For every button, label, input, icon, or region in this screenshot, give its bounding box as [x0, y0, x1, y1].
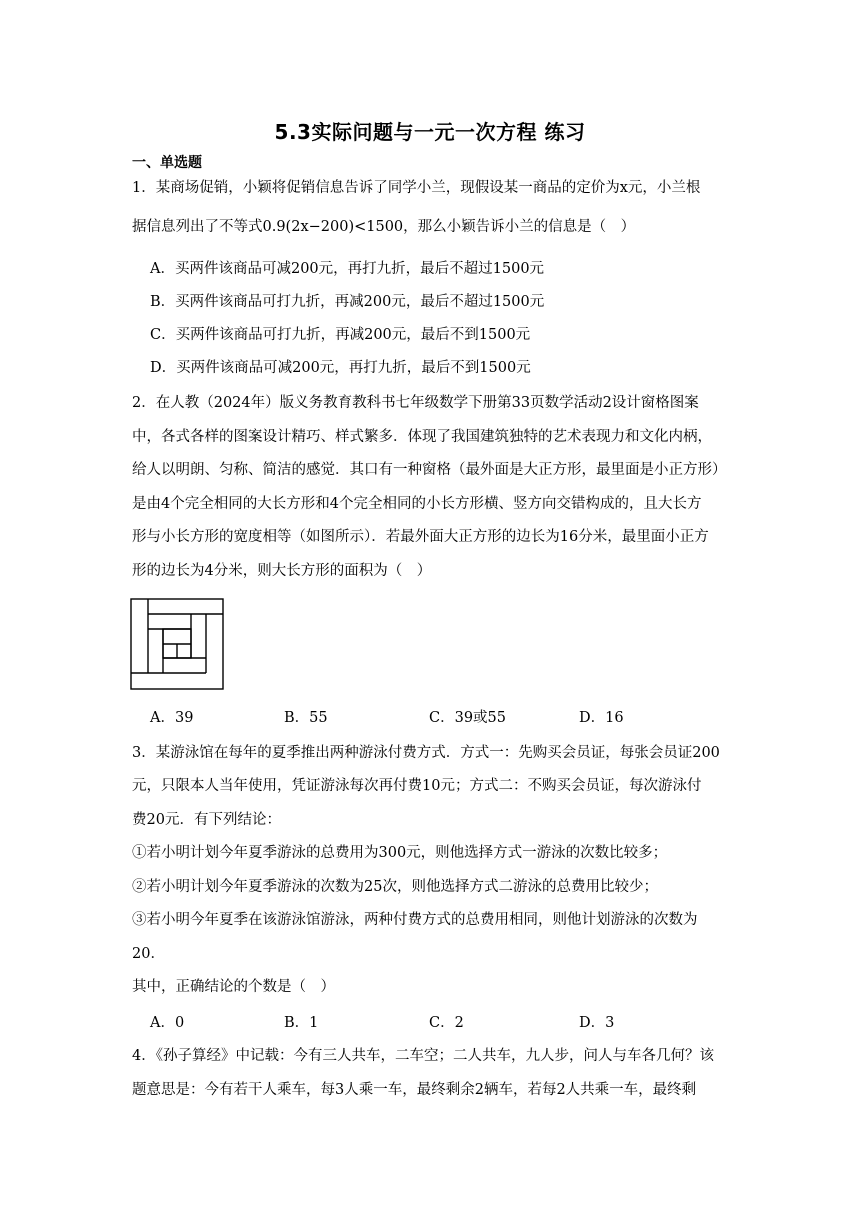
q4-line-1: 4．《孙子算经》中记载：今有三人共车，二车空；二人共车，九人步，问人与车各几何？该	[132, 1048, 714, 1064]
q3-line-8: 其中，正确结论的个数是（ ）	[132, 979, 335, 995]
q1-option-a: A．买两件该商品可减200元，再打九折，最后不超过1500元	[150, 261, 545, 277]
q2-option-d: D．16	[579, 710, 624, 726]
q2-line-3: 给人以明朗、匀称、简洁的感觉．其口有一种窗格（最外面是大正方形，最里面是小正方形）	[132, 462, 727, 478]
q4-line-2: 题意思是：今有若干人乘车，每3人乘一车，最终剩余2辆车，若每2人共乘一车，最终剩	[132, 1082, 697, 1098]
q2-line-1: 2．在人教（2024年）版义务教育教科书七年级数学下册第33页数学活动2设计窗格图案	[132, 395, 699, 411]
q2-line-2: 中，各式各样的图案设计精巧、样式繁多．体现了我国建筑独特的艺术表现力和文化内柄，	[132, 429, 712, 445]
q1-line-2: 据信息列出了不等式0.9(2x−200)<1500，那么小颖告诉小兰的信息是（ ）	[132, 219, 636, 235]
q3-option-c: C．2	[429, 1015, 464, 1031]
q3-option-a: A．0	[150, 1015, 185, 1031]
q1-line-1: 1．某商场促销，小颖将促销信息告诉了同学小兰，现假设某一商品的定价为x元，小兰根	[132, 180, 701, 196]
page-title: 5.3实际问题与一元一次方程 练习	[274, 120, 586, 144]
q3-line-3: 费20元．有下列结论：	[132, 812, 281, 828]
q2-option-b: B．55	[284, 710, 328, 726]
q3-line-4: ①若小明计划今年夏季游泳的总费用为300元，则他选择方式一游泳的次数比较多；	[132, 845, 668, 861]
q2-line-6: 形的边长为4分米，则大长方形的面积为（ ）	[132, 563, 432, 579]
q1-option-c: C．买两件该商品可打九折，再减200元，最后不到1500元	[150, 327, 531, 343]
q3-line-5: ②若小明计划今年夏季游泳的次数为25次，则他选择方式二游泳的总费用比较少；	[132, 879, 658, 895]
q2-line-5: 形与小长方形的宽度相等（如图所示）．若最外面大正方形的边长为16分米，最里面小正方	[132, 529, 709, 545]
q2-option-c: C．39或55	[429, 710, 506, 726]
q1-option-d: D．买两件该商品可减200元，再打九折，最后不到1500元	[150, 360, 531, 376]
window-lattice-figure	[130, 598, 226, 692]
q3-options-row	[150, 1013, 750, 1033]
section-heading: 一、单选题	[132, 155, 202, 171]
q2-options-row	[150, 708, 750, 728]
q2-option-a: A．39	[150, 710, 194, 726]
q3-option-b: B．1	[284, 1015, 319, 1031]
q3-line-1: 3．某游泳馆在每年的夏季推出两种游泳付费方式．方式一：先购买会员证，每张会员证200	[132, 745, 720, 761]
q1-option-b: B．买两件该商品可打九折，再减200元，最后不超过1500元	[150, 294, 545, 310]
q3-option-d: D．3	[579, 1015, 615, 1031]
q3-line-2: 元，只限本人当年使用，凭证游泳每次再付费10元；方式二：不购买会员证，每次游泳付	[132, 778, 702, 794]
q3-line-7: 20．	[132, 946, 165, 962]
q3-line-6: ③若小明今年夏季在该游泳馆游泳，两种付费方式的总费用相同，则他计划游泳的次数为	[132, 912, 698, 928]
q2-line-4: 是由4个完全相同的大长方形和4个完全相同的小长方形横、竖方向交错构成的，且大长方	[132, 496, 702, 512]
